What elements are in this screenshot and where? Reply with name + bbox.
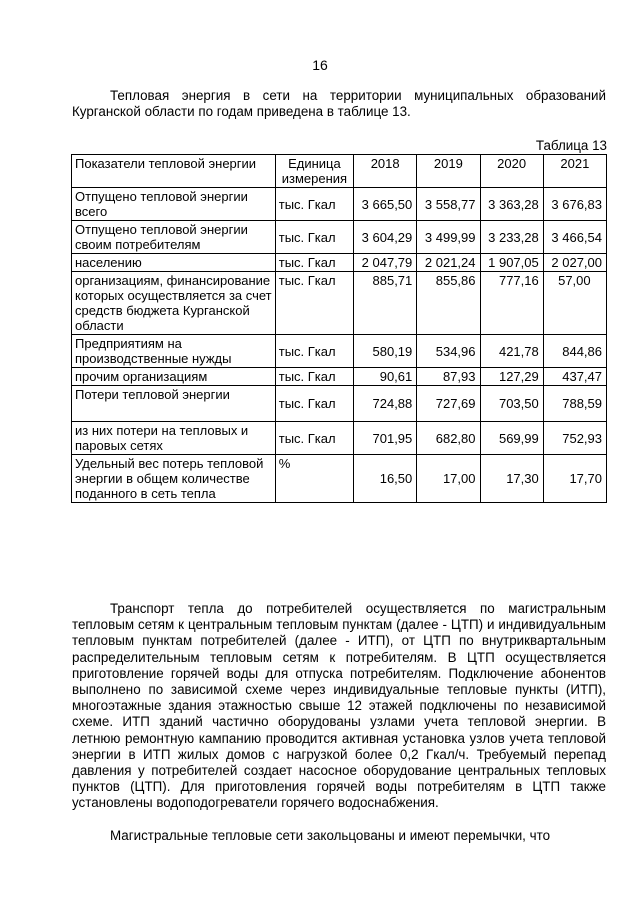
row-value-2021: 17,70 — [543, 455, 606, 503]
table-row — [72, 188, 607, 221]
row-value-2019: 2 021,24 — [417, 254, 480, 272]
table-row — [72, 386, 607, 422]
row-value-2019: 727,69 — [417, 386, 480, 422]
table-row — [72, 335, 607, 368]
row-unit: тыс. Гкал — [275, 254, 353, 272]
intro-paragraph — [72, 88, 606, 120]
row-indicator: Отпущено тепловой энергии всего — [72, 188, 276, 221]
table-row — [72, 221, 607, 254]
row-value-2021: 3 466,54 — [543, 221, 606, 254]
row-value-2019: 3 499,99 — [417, 221, 480, 254]
row-value-2018: 701,95 — [354, 422, 417, 455]
page-number: 16 — [312, 57, 328, 73]
row-value-2021: 2 027,00 — [543, 254, 606, 272]
row-value-2020: 17,30 — [480, 455, 543, 503]
row-value-2020: 703,50 — [480, 386, 543, 422]
header-year-2021: 2021 — [543, 155, 606, 188]
row-value-2021: 752,93 — [543, 422, 606, 455]
row-value-2020: 421,78 — [480, 335, 543, 368]
table-row — [72, 272, 607, 335]
body-paragraph — [72, 601, 606, 812]
row-indicator: населению — [72, 254, 276, 272]
row-value-2018: 3 604,29 — [354, 221, 417, 254]
row-value-2021: 57,00 — [543, 272, 606, 335]
row-indicator: из них потери на тепловых и паровых сетях — [72, 422, 276, 455]
header-year-2020: 2020 — [480, 155, 543, 188]
row-indicator: прочим организациям — [72, 368, 276, 386]
row-indicator: Предприятиям на производственные нужды — [72, 335, 276, 368]
row-value-2018: 3 665,50 — [354, 188, 417, 221]
row-unit: тыс. Гкал — [275, 188, 353, 221]
row-unit: тыс. Гкал — [275, 422, 353, 455]
body-text: Транспорт тепла до потребителей осуществляется по магистральным тепловым сетям к центральным тепловым пунктам (далее - ЦТП) и индивидуальным тепловым пунктам потребителей (далее - ИТП), от ЦТП по внутриквартальным распределительным тепловым сетям к потребителям. В ЦТП осуществляется приготовление горячей воды для отпуска потребителям. Подключение абонентов выполнено по зависимой схеме через индивидуальные тепловые пункты (ИТП), многоэтажные здания этажностью свыше 12 этажей подключены по независимой схеме. ИТП зданий частично оборудованы узлами учета тепловой энергии. В летнюю ремонтную кампанию проводится активная установка узлов учета тепловой энергии в ИТП жилых домов с нагрузкой более 0,2 Гкал/ч. Требуемый перепад давления у потребителей создает насосное оборудование центральных тепловых пунктов (ЦТП). Для приготовления горячей воды потребителям в ЦТП также установлены водоподогреватели горячего водоснабжения. — [72, 601, 606, 811]
row-value-2018: 885,71 — [354, 272, 417, 335]
last-text: Магистральные тепловые сети закольцованы и имеют перемычки, что — [110, 828, 551, 843]
header-unit: Единица измерения — [275, 155, 353, 188]
row-value-2020: 3 233,28 — [480, 221, 543, 254]
last-paragraph — [72, 828, 606, 844]
row-value-2018: 90,61 — [354, 368, 417, 386]
row-value-2018: 724,88 — [354, 386, 417, 422]
table-row — [72, 368, 607, 386]
row-value-2020: 3 363,28 — [480, 188, 543, 221]
row-unit: тыс. Гкал — [275, 386, 353, 422]
table-row — [72, 254, 607, 272]
row-unit: % — [275, 455, 353, 503]
row-indicator: Отпущено тепловой энергии своим потребителям — [72, 221, 276, 254]
row-indicator: организациям, финансирование которых осуществляется за счет средств бюджета Курганской области — [72, 272, 276, 335]
table-row — [72, 455, 607, 503]
row-value-2018: 16,50 — [354, 455, 417, 503]
row-value-2020: 569,99 — [480, 422, 543, 455]
row-value-2019: 855,86 — [417, 272, 480, 335]
row-value-2019: 534,96 — [417, 335, 480, 368]
row-unit: тыс. Гкал — [275, 272, 353, 335]
row-value-2019: 3 558,77 — [417, 188, 480, 221]
table-caption: Таблица 13 — [535, 138, 607, 153]
intro-text: Тепловая энергия в сети на территории муниципальных образований Курганской области по годам приведена в таблице 13. — [72, 88, 606, 120]
header-year-2018: 2018 — [354, 155, 417, 188]
row-indicator: Удельный вес потерь тепловой энергии в общем количестве поданного в сеть тепла — [72, 455, 276, 503]
row-unit: тыс. Гкал — [275, 335, 353, 368]
header-year-2019: 2019 — [417, 155, 480, 188]
row-value-2019: 87,93 — [417, 368, 480, 386]
row-indicator: Потери тепловой энергии — [72, 386, 276, 422]
row-value-2021: 844,86 — [543, 335, 606, 368]
row-value-2020: 127,29 — [480, 368, 543, 386]
row-value-2021: 437,47 — [543, 368, 606, 386]
header-indicator: Показатели тепловой энергии — [72, 155, 276, 188]
row-unit: тыс. Гкал — [275, 368, 353, 386]
row-value-2018: 580,19 — [354, 335, 417, 368]
table-header-row — [72, 155, 607, 188]
row-value-2020: 1 907,05 — [480, 254, 543, 272]
row-value-2019: 17,00 — [417, 455, 480, 503]
row-value-2021: 3 676,83 — [543, 188, 606, 221]
row-unit: тыс. Гкал — [275, 221, 353, 254]
row-value-2020: 777,16 — [480, 272, 543, 335]
row-value-2021: 788,59 — [543, 386, 606, 422]
row-value-2018: 2 047,79 — [354, 254, 417, 272]
table-row — [72, 422, 607, 455]
row-value-2019: 682,80 — [417, 422, 480, 455]
heat-energy-table — [71, 154, 607, 503]
